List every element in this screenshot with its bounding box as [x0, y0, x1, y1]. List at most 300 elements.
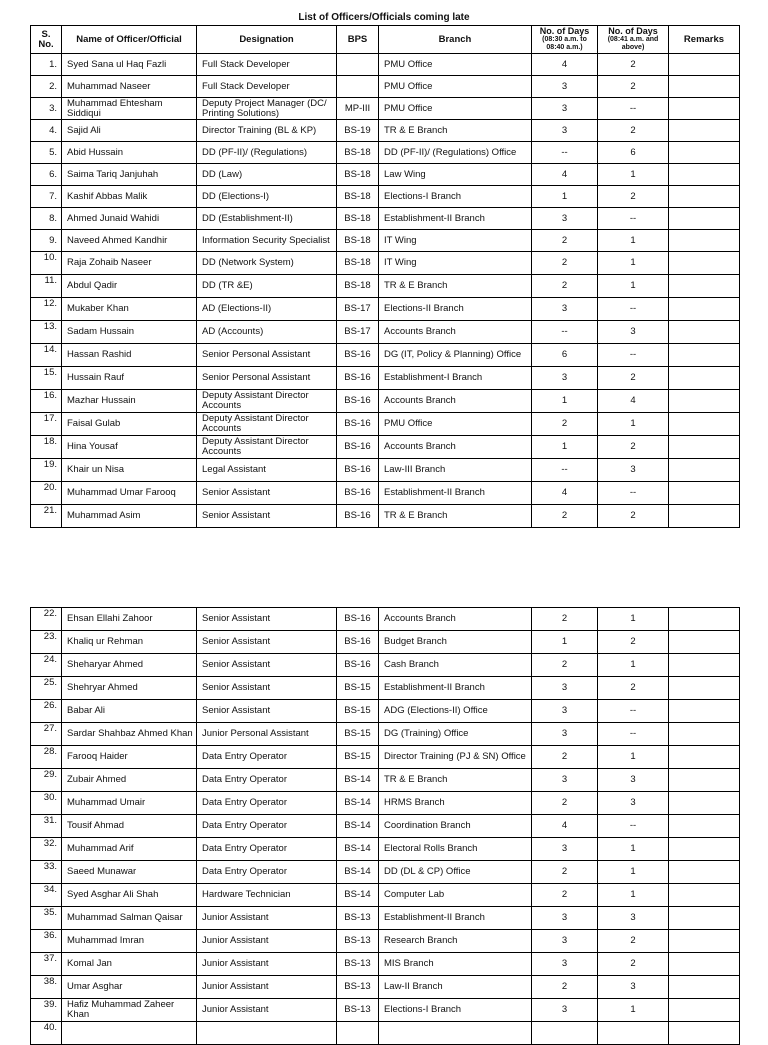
table-row	[31, 344, 740, 367]
cell-bps: BS-17	[337, 298, 379, 321]
cell-sno: 32.	[31, 838, 62, 861]
cell-designation: Data Entry Operator	[197, 838, 337, 861]
cell-remarks	[669, 413, 740, 436]
cell-days-early: 4	[532, 482, 598, 505]
cell-bps: BS-15	[337, 700, 379, 723]
cell-designation: Full Stack Developer	[197, 54, 337, 76]
cell-remarks	[669, 98, 740, 120]
cell-sno: 28.	[31, 746, 62, 769]
cell-bps: BS-14	[337, 838, 379, 861]
cell-sno: 10.	[31, 252, 62, 275]
cell-days-early: 4	[532, 164, 598, 186]
cell-branch: DD (DL & CP) Office	[379, 861, 532, 884]
cell-days-early: 3	[532, 98, 598, 120]
cell-days-late: --	[598, 344, 669, 367]
cell-sno: 38.	[31, 976, 62, 999]
header-name: Name of Officer/Official	[62, 26, 197, 54]
cell-sno: 20.	[31, 482, 62, 505]
cell-name: Muhammad Ehtesham Siddiqui	[62, 98, 197, 120]
table-row	[31, 98, 740, 120]
cell-sno: 22.	[31, 608, 62, 631]
cell-designation: Junior Assistant	[197, 930, 337, 953]
cell-days-late: 2	[598, 953, 669, 976]
cell-name: Hassan Rashid	[62, 344, 197, 367]
cell-name: Zubair Ahmed	[62, 769, 197, 792]
cell-name: Syed Asghar Ali Shah	[62, 884, 197, 907]
cell-bps: BS-18	[337, 208, 379, 230]
cell-remarks	[669, 953, 740, 976]
table-row	[31, 677, 740, 700]
cell-name: Naveed Ahmed Kandhir	[62, 230, 197, 252]
cell-bps	[337, 54, 379, 76]
table-row	[31, 930, 740, 953]
cell-bps: BS-16	[337, 631, 379, 654]
cell-days-late: 1	[598, 884, 669, 907]
cell-bps: BS-15	[337, 677, 379, 700]
cell-days-late: 2	[598, 930, 669, 953]
cell-bps: BS-16	[337, 482, 379, 505]
cell-sno: 12.	[31, 298, 62, 321]
cell-branch: Elections-I Branch	[379, 999, 532, 1022]
cell-remarks	[669, 631, 740, 654]
cell-name: Sardar Shahbaz Ahmed Khan	[62, 723, 197, 746]
header-sno: S. No.	[31, 26, 62, 54]
cell-remarks	[669, 884, 740, 907]
cell-sno: 11.	[31, 275, 62, 298]
cell-days-early: 2	[532, 608, 598, 631]
table-row	[31, 459, 740, 482]
cell-designation: DD (PF-II)/ (Regulations)	[197, 142, 337, 164]
table-row	[31, 723, 740, 746]
cell-remarks	[669, 186, 740, 208]
cell-name: Khaliq ur Rehman	[62, 631, 197, 654]
cell-days-early: 3	[532, 677, 598, 700]
cell-days-early: 3	[532, 723, 598, 746]
cell-designation: Deputy Assistant Director Accounts	[197, 436, 337, 459]
cell-sno: 31.	[31, 815, 62, 838]
cell-days-early: 3	[532, 298, 598, 321]
cell-days-late: --	[598, 815, 669, 838]
cell-designation: Data Entry Operator	[197, 792, 337, 815]
cell-sno: 21.	[31, 505, 62, 528]
cell-branch: DD (PF-II)/ (Regulations) Office	[379, 142, 532, 164]
cell-branch: Law-II Branch	[379, 976, 532, 999]
cell-days-early: 3	[532, 930, 598, 953]
cell-branch: DG (Training) Office	[379, 723, 532, 746]
cell-name: Saima Tariq Janjuhah	[62, 164, 197, 186]
cell-days-early: 4	[532, 815, 598, 838]
cell-remarks	[669, 164, 740, 186]
cell-bps: BS-16	[337, 608, 379, 631]
cell-sno: 27.	[31, 723, 62, 746]
cell-remarks	[669, 505, 740, 528]
cell-days-early: 2	[532, 252, 598, 275]
cell-name: Muhammad Naseer	[62, 76, 197, 98]
table-header-row	[31, 26, 740, 54]
cell-designation: DD (Establishment-II)	[197, 208, 337, 230]
cell-days-early: 2	[532, 792, 598, 815]
cell-remarks	[669, 142, 740, 164]
table-row	[31, 861, 740, 884]
cell-name: Muhammad Arif	[62, 838, 197, 861]
cell-days-early: 3	[532, 208, 598, 230]
cell-branch: Electoral Rolls Branch	[379, 838, 532, 861]
cell-sno: 9.	[31, 230, 62, 252]
cell-days-early: 2	[532, 413, 598, 436]
cell-bps: BS-16	[337, 505, 379, 528]
cell-branch: TR & E Branch	[379, 769, 532, 792]
cell-name: Mukaber Khan	[62, 298, 197, 321]
cell-branch: PMU Office	[379, 76, 532, 98]
cell-bps: BS-17	[337, 321, 379, 344]
table-row	[31, 976, 740, 999]
table-row	[31, 631, 740, 654]
cell-name	[62, 1022, 197, 1045]
cell-days-late: 2	[598, 367, 669, 390]
cell-bps: BS-15	[337, 746, 379, 769]
cell-sno: 30.	[31, 792, 62, 815]
cell-days-early: 3	[532, 838, 598, 861]
cell-days-late: 2	[598, 505, 669, 528]
cell-branch: Accounts Branch	[379, 321, 532, 344]
cell-days-late: 3	[598, 459, 669, 482]
table-row	[31, 1022, 740, 1045]
cell-name: Abid Hussain	[62, 142, 197, 164]
cell-bps	[337, 1022, 379, 1045]
cell-days-late: 1	[598, 999, 669, 1022]
cell-name: Mazhar Hussain	[62, 390, 197, 413]
cell-bps: BS-18	[337, 164, 379, 186]
header-days-early-label: No. of Days	[539, 26, 590, 36]
cell-days-late: 2	[598, 186, 669, 208]
cell-sno: 6.	[31, 164, 62, 186]
cell-days-late: 6	[598, 142, 669, 164]
cell-designation: Data Entry Operator	[197, 769, 337, 792]
cell-designation: Full Stack Developer	[197, 76, 337, 98]
cell-remarks	[669, 700, 740, 723]
cell-remarks	[669, 54, 740, 76]
cell-days-late: 1	[598, 230, 669, 252]
cell-sno: 3.	[31, 98, 62, 120]
cell-branch: Coordination Branch	[379, 815, 532, 838]
cell-designation: Data Entry Operator	[197, 746, 337, 769]
cell-bps: BS-19	[337, 120, 379, 142]
cell-designation: Senior Assistant	[197, 505, 337, 528]
cell-remarks	[669, 654, 740, 677]
cell-days-early: 3	[532, 120, 598, 142]
cell-days-early: --	[532, 321, 598, 344]
cell-branch: Research Branch	[379, 930, 532, 953]
cell-days-early: 1	[532, 631, 598, 654]
cell-remarks	[669, 861, 740, 884]
table-row	[31, 120, 740, 142]
table-row	[31, 999, 740, 1022]
cell-remarks	[669, 390, 740, 413]
cell-name: Muhammad Salman Qaisar	[62, 907, 197, 930]
cell-name: Hina Yousaf	[62, 436, 197, 459]
table-row	[31, 321, 740, 344]
cell-sno: 40.	[31, 1022, 62, 1045]
late-officers-table-page-2	[30, 607, 740, 1045]
table-row	[31, 275, 740, 298]
cell-days-late: 1	[598, 746, 669, 769]
table-row	[31, 482, 740, 505]
cell-days-early	[532, 1022, 598, 1045]
cell-sno: 26.	[31, 700, 62, 723]
cell-remarks	[669, 677, 740, 700]
cell-designation: Deputy Project Manager (DC/ Printing Solutions)	[197, 98, 337, 120]
cell-sno: 15.	[31, 367, 62, 390]
cell-days-late: 1	[598, 861, 669, 884]
cell-name: Muhammad Asim	[62, 505, 197, 528]
cell-days-early: 3	[532, 769, 598, 792]
cell-bps: BS-18	[337, 252, 379, 275]
cell-sno: 13.	[31, 321, 62, 344]
cell-designation	[197, 1022, 337, 1045]
cell-remarks	[669, 608, 740, 631]
cell-branch: Establishment-II Branch	[379, 907, 532, 930]
cell-designation: DD (TR &E)	[197, 275, 337, 298]
cell-days-late: 1	[598, 654, 669, 677]
cell-days-early: 2	[532, 746, 598, 769]
header-remarks: Remarks	[669, 26, 740, 54]
cell-sno: 4.	[31, 120, 62, 142]
cell-name: Sajid Ali	[62, 120, 197, 142]
header-designation: Designation	[197, 26, 337, 54]
cell-bps: BS-15	[337, 723, 379, 746]
cell-remarks	[669, 746, 740, 769]
cell-days-late: 1	[598, 164, 669, 186]
cell-bps: BS-14	[337, 884, 379, 907]
cell-branch: Elections-I Branch	[379, 186, 532, 208]
table-row	[31, 815, 740, 838]
header-branch: Branch	[379, 26, 532, 54]
cell-bps: BS-18	[337, 230, 379, 252]
cell-sno: 36.	[31, 930, 62, 953]
cell-designation: Deputy Assistant Director Accounts	[197, 390, 337, 413]
cell-bps: BS-14	[337, 815, 379, 838]
cell-days-late: 1	[598, 275, 669, 298]
cell-designation: Data Entry Operator	[197, 861, 337, 884]
table-row	[31, 413, 740, 436]
cell-days-early: 2	[532, 976, 598, 999]
cell-bps: BS-14	[337, 769, 379, 792]
cell-designation: Legal Assistant	[197, 459, 337, 482]
cell-name: Muhammad Umair	[62, 792, 197, 815]
cell-sno: 8.	[31, 208, 62, 230]
cell-days-late: 3	[598, 769, 669, 792]
cell-sno: 25.	[31, 677, 62, 700]
cell-bps: BS-16	[337, 654, 379, 677]
cell-name: Muhammad Imran	[62, 930, 197, 953]
cell-days-early: 3	[532, 999, 598, 1022]
cell-designation: AD (Elections-II)	[197, 298, 337, 321]
cell-remarks	[669, 208, 740, 230]
cell-days-late: 3	[598, 976, 669, 999]
cell-days-late: 1	[598, 608, 669, 631]
cell-remarks	[669, 459, 740, 482]
cell-branch: IT Wing	[379, 252, 532, 275]
cell-name: Ehsan Ellahi Zahoor	[62, 608, 197, 631]
cell-designation: DD (Law)	[197, 164, 337, 186]
cell-days-early: --	[532, 459, 598, 482]
cell-branch: PMU Office	[379, 54, 532, 76]
cell-branch: Establishment-I Branch	[379, 367, 532, 390]
table-row	[31, 186, 740, 208]
cell-sno: 2.	[31, 76, 62, 98]
cell-days-late: --	[598, 723, 669, 746]
cell-name: Abdul Qadir	[62, 275, 197, 298]
cell-days-late: 2	[598, 120, 669, 142]
cell-bps: BS-18	[337, 275, 379, 298]
cell-sno: 34.	[31, 884, 62, 907]
cell-branch: Establishment-II Branch	[379, 677, 532, 700]
cell-days-late: 3	[598, 792, 669, 815]
table-row	[31, 769, 740, 792]
cell-branch: Law-III Branch	[379, 459, 532, 482]
cell-days-early: 2	[532, 230, 598, 252]
cell-remarks	[669, 907, 740, 930]
cell-days-early: 2	[532, 275, 598, 298]
table-row	[31, 436, 740, 459]
cell-days-early: 2	[532, 861, 598, 884]
table-row	[31, 654, 740, 677]
table-row	[31, 838, 740, 861]
cell-name: Tousif Ahmad	[62, 815, 197, 838]
cell-designation: Hardware Technician	[197, 884, 337, 907]
cell-designation: AD (Accounts)	[197, 321, 337, 344]
cell-bps	[337, 76, 379, 98]
cell-name: Babar Ali	[62, 700, 197, 723]
cell-branch: Establishment-II Branch	[379, 482, 532, 505]
cell-bps: BS-13	[337, 930, 379, 953]
cell-days-late: 2	[598, 631, 669, 654]
cell-branch: MIS Branch	[379, 953, 532, 976]
cell-designation: Senior Assistant	[197, 700, 337, 723]
cell-sno: 18.	[31, 436, 62, 459]
cell-remarks	[669, 275, 740, 298]
cell-days-early: 6	[532, 344, 598, 367]
cell-name: Muhammad Umar Farooq	[62, 482, 197, 505]
cell-designation: DD (Network System)	[197, 252, 337, 275]
cell-branch: Computer Lab	[379, 884, 532, 907]
cell-days-late: 2	[598, 54, 669, 76]
cell-branch: TR & E Branch	[379, 275, 532, 298]
cell-remarks	[669, 1022, 740, 1045]
cell-days-late: 3	[598, 907, 669, 930]
cell-sno: 24.	[31, 654, 62, 677]
cell-remarks	[669, 976, 740, 999]
cell-sno: 29.	[31, 769, 62, 792]
cell-bps: BS-14	[337, 792, 379, 815]
cell-days-early: 2	[532, 884, 598, 907]
header-days-late-label: No. of Days	[608, 26, 658, 36]
cell-remarks	[669, 999, 740, 1022]
cell-days-late: 4	[598, 390, 669, 413]
cell-remarks	[669, 769, 740, 792]
cell-sno: 23.	[31, 631, 62, 654]
cell-sno: 7.	[31, 186, 62, 208]
table-row	[31, 208, 740, 230]
cell-branch: PMU Office	[379, 413, 532, 436]
cell-bps: MP-III	[337, 98, 379, 120]
cell-designation: Junior Personal Assistant	[197, 723, 337, 746]
header-days-late-range: (08:41 a.m. and above)	[607, 36, 659, 51]
header-days-early-range: (08:30 a.m. to 08:40 a.m.)	[542, 36, 587, 51]
cell-remarks	[669, 792, 740, 815]
cell-branch: Accounts Branch	[379, 608, 532, 631]
table-row	[31, 953, 740, 976]
cell-remarks	[669, 930, 740, 953]
cell-days-late: --	[598, 298, 669, 321]
cell-designation: Senior Assistant	[197, 608, 337, 631]
cell-bps: BS-16	[337, 344, 379, 367]
cell-branch: TR & E Branch	[379, 505, 532, 528]
table-row	[31, 164, 740, 186]
cell-days-late: --	[598, 700, 669, 723]
table-row	[31, 367, 740, 390]
cell-designation: DD (Elections-I)	[197, 186, 337, 208]
table-row	[31, 700, 740, 723]
cell-days-late	[598, 1022, 669, 1045]
table-row	[31, 505, 740, 528]
cell-branch: Elections-II Branch	[379, 298, 532, 321]
cell-days-late: --	[598, 208, 669, 230]
cell-days-early: 2	[532, 505, 598, 528]
cell-sno: 19.	[31, 459, 62, 482]
document-title: List of Officers/Officials coming late	[298, 12, 470, 23]
table-row	[31, 252, 740, 275]
cell-days-early: 1	[532, 390, 598, 413]
cell-days-early: 3	[532, 907, 598, 930]
cell-name: Faisal Gulab	[62, 413, 197, 436]
cell-bps: BS-13	[337, 907, 379, 930]
table-row	[31, 76, 740, 98]
cell-sno: 33.	[31, 861, 62, 884]
table-row	[31, 907, 740, 930]
cell-remarks	[669, 367, 740, 390]
cell-sno: 37.	[31, 953, 62, 976]
cell-remarks	[669, 76, 740, 98]
cell-days-early: 3	[532, 76, 598, 98]
cell-designation: Senior Personal Assistant	[197, 344, 337, 367]
cell-sno: 17.	[31, 413, 62, 436]
cell-sno: 5.	[31, 142, 62, 164]
table-row	[31, 390, 740, 413]
cell-sno: 35.	[31, 907, 62, 930]
table-row	[31, 746, 740, 769]
cell-name: Ahmed Junaid Wahidi	[62, 208, 197, 230]
cell-days-early: 2	[532, 654, 598, 677]
cell-remarks	[669, 298, 740, 321]
cell-branch: PMU Office	[379, 98, 532, 120]
late-officers-table-page-1	[30, 25, 740, 528]
cell-remarks	[669, 436, 740, 459]
cell-days-late: 3	[598, 321, 669, 344]
cell-designation: Junior Assistant	[197, 953, 337, 976]
cell-name: Komal Jan	[62, 953, 197, 976]
cell-days-early: --	[532, 142, 598, 164]
cell-bps: BS-18	[337, 142, 379, 164]
header-bps: BPS	[337, 26, 379, 54]
cell-bps: BS-16	[337, 436, 379, 459]
cell-branch: Budget Branch	[379, 631, 532, 654]
cell-branch: Accounts Branch	[379, 436, 532, 459]
cell-branch: HRMS Branch	[379, 792, 532, 815]
cell-remarks	[669, 230, 740, 252]
cell-sno: 16.	[31, 390, 62, 413]
cell-name: Shehryar Ahmed	[62, 677, 197, 700]
